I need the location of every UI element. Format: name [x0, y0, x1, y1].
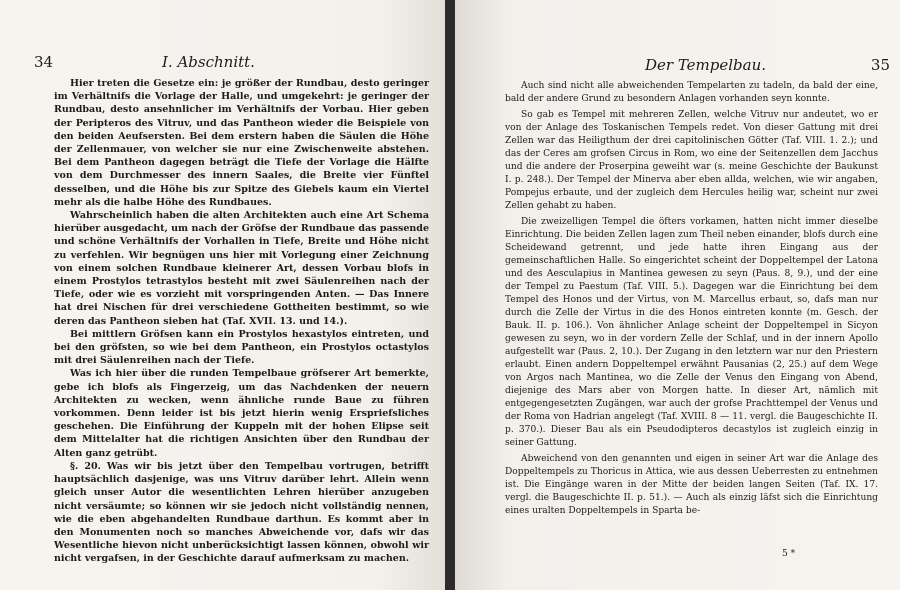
- right-paragraph: Die zweizelligen Tempel die öfters vorkamen, hatten nicht immer dieselbe Einrichtung. Die beiden Zellen lagen zum Theil neben einander, blofs durch eine Scheidewand getrennt, und jede hatte ihren Eingang aus der gemeinschaftlichen Halle. So eingerichtet scheint der Doppeltempel der Latona und des Aesculapius in Mantinea gewesen zu seyn (Paus. 8, 9.), und der eine der Tempel zu Paestum (Taf. VIII. 5.). Dagegen war die Einrichtung bei dem Tempel des Honos und der Virtus, von M. Marcellus erbaut, so, dafs man nur durch die Zelle der Virtus in die des Honos eintreten konnte (m. Gesch. der Bauk. II. p. 106.). Von ähnlicher Anlage scheint der Doppeltempel in Sicyon gewesen zu seyn, wo in der vordern Zelle der Schlaf, und in der innern Apollo aufgestellt war (Paus. 2, 10.). Der Zugang in den letztern war nur den Priestern erlaubt. Einen andern Doppeltempel erwähnt Pausanias (2, 25.) auf dem Wege von Argos nach Mantinea, wo die Zelle der Venus den Eingang von Abend, diejenige des Mars aber von Morgen hatte. In dieser Art, nämlich mit entgegengesetzten Zugängen, war auch der grofse Prachttempel der Venus und der Roma von Hadrian angelegt (Taf. XVIII. 8 — 11. vergl. die Baugeschichte II. p. 370.). Dieser Bau als ein Pseudodipteros decastylos ist zugleich einzig in seiner Gattung.: [505, 217, 878, 448]
- left-page-running-title: I. Abschnitt.: [162, 53, 255, 71]
- left-paragraph: §. 20. Was wir bis jetzt über den Tempelbau vortrugen, betrifft hauptsächlich dasjenige, was uns Vitruv darüber lehrt. Allein wenn gleich unser Autor die wesentlichten Lehren hierüber anzugeben nicht versäumte; so können wir sie jedoch nicht vollständig nennen, wie die eben abgehandelten Rundbaue darthun. Es kommt aber in den Monumenten noch so manches Abweichende vor, dafs wir das Wesentliche hievon nicht unberücksichtigt lassen können, obwohl wir nicht vergafsen, in der Geschichte darauf aufmerksam zu machen.: [54, 460, 429, 565]
- right-page-number: 35: [870, 56, 890, 74]
- right-paragraph: Auch sind nicht alle abweichenden Tempelarten zu tadeln, da bald der eine, bald der andere Grund zu besondern Anlagen vorhanden seyn konnte.: [505, 81, 878, 104]
- left-paragraph: Bei mittlern Gröfsen kann ein Prostylos hexastylos eintreten, und bei den gröfsten, so wie bei dem Pantheon, ein Prostylos octastylos mit drei Säulenreihen nach der Tiefe.: [54, 328, 429, 367]
- book-gutter: [445, 0, 455, 590]
- left-paragraph: Wahrscheinlich haben die alten Architekten auch eine Art Schema hierüber ausgedacht, um nach der Gröfse der Rundbaue das passende und schöne Verhältnifs der Vorhallen in Tiefe, Breite und Höhe nicht zu verfehlen. Wir begnügen uns hier mit Vorlegung einer Zeichnung von einem solchen Rundbaue kleinerer Art, dessen Vorbau blofs in einem Prostylos tetrastylos besteht mit zwei Säulenreihen nach der Tiefe, oder wie es vorzieht mit vorspringenden Anten. — Das Innere hat drei Nischen für drei verschiedene Gottheiten bestimmt, so wie deren das Pantheon sieben hat (Taf. XVII. 13. und 14.).: [54, 210, 429, 327]
- right-page: [455, 0, 900, 590]
- signature-mark: 5 *: [782, 549, 796, 559]
- right-page-body: [505, 80, 878, 518]
- right-page-running-title: Der Tempelbau.: [645, 56, 767, 74]
- right-page-header: [505, 56, 890, 76]
- left-page-body: [54, 77, 429, 566]
- left-page-number: 34: [34, 53, 54, 71]
- left-paragraph: Hier treten die Gesetze ein: je größer der Rundbau, desto geringer im Verhältnifs die Vorlage der Halle, und umgekehrt: je geringer der Rundbau, desto ansehnlicher im Verhältnifs der Vorbau. Hier geben der Peripteros des Vitruv, und das Pantheon wieder die Beispiele von den beiden Aeufsersten. Bei dem erstern haben die Säulen die Höhe der Zellenmauer, von welcher sie nur eine Zwischenweite abstehen. Bei dem Pantheon dagegen beträgt die Tiefe der Vorlage die Hälfte von dem Durchmesser des innern Saales, die Breite vier Fünftel desselben, und die Höhe bis zur Spitze des Giebels kaum ein Viertel mehr als die halbe Höhe des Rundbaues.: [54, 78, 429, 208]
- left-page-header: [34, 53, 429, 73]
- right-paragraph: Abweichend von den genannten und eigen in seiner Art war die Anlage des Doppeltempels zu Thoricus in Attica, wie aus dessen Ueberresten zu entnehmen ist. Die Eingänge waren in der Mitte der beiden langen Seiten (Taf. IX. 17. vergl. die Baugeschichte II. p. 51.). — Auch als einzig läfst sich die Einrichtung eines uralten Doppeltempels in Sparta be-: [505, 454, 878, 516]
- left-paragraph: Was ich hier über die runden Tempelbaue gröfserer Art bemerkte, gebe ich blofs als Fingerzeig, um das Nachdenken der neuern Architekten zu wecken, wenn ähnliche runde Baue zu führen vorkommen. Denn leider ist bis jetzt hierin wenig Erspriefsliches geschehen. Die Einführung der Kuppeln mit der hohen Elipse seit dem Mittelalter hat die richtigen Ansichten über den Rundbau der Alten ganz getrübt.: [54, 368, 429, 459]
- right-paragraph: So gab es Tempel mit mehreren Zellen, welche Vitruv nur andeutet, wo er von der Anlage des Toskanischen Tempels redet. Von dieser Gattung mit drei Zellen war das Heiligthum der drei capitolinischen Götter (Taf. VIII. 1. 2.); und das der Ceres am grofsen Circus in Rom, wo eine der Seitenzellen dem Jacchus und die andere der Proserpina geweiht war (s. meine Geschichte der Baukunst I. p. 248.). Der Tempel der Minerva aber eben allda, welchen, wie wir angaben, Pompejus erbaute, und der zugleich dem Hercules heilig war, scheint nur zwei Zellen gehabt zu haben.: [505, 110, 878, 211]
- left-page: [0, 0, 445, 590]
